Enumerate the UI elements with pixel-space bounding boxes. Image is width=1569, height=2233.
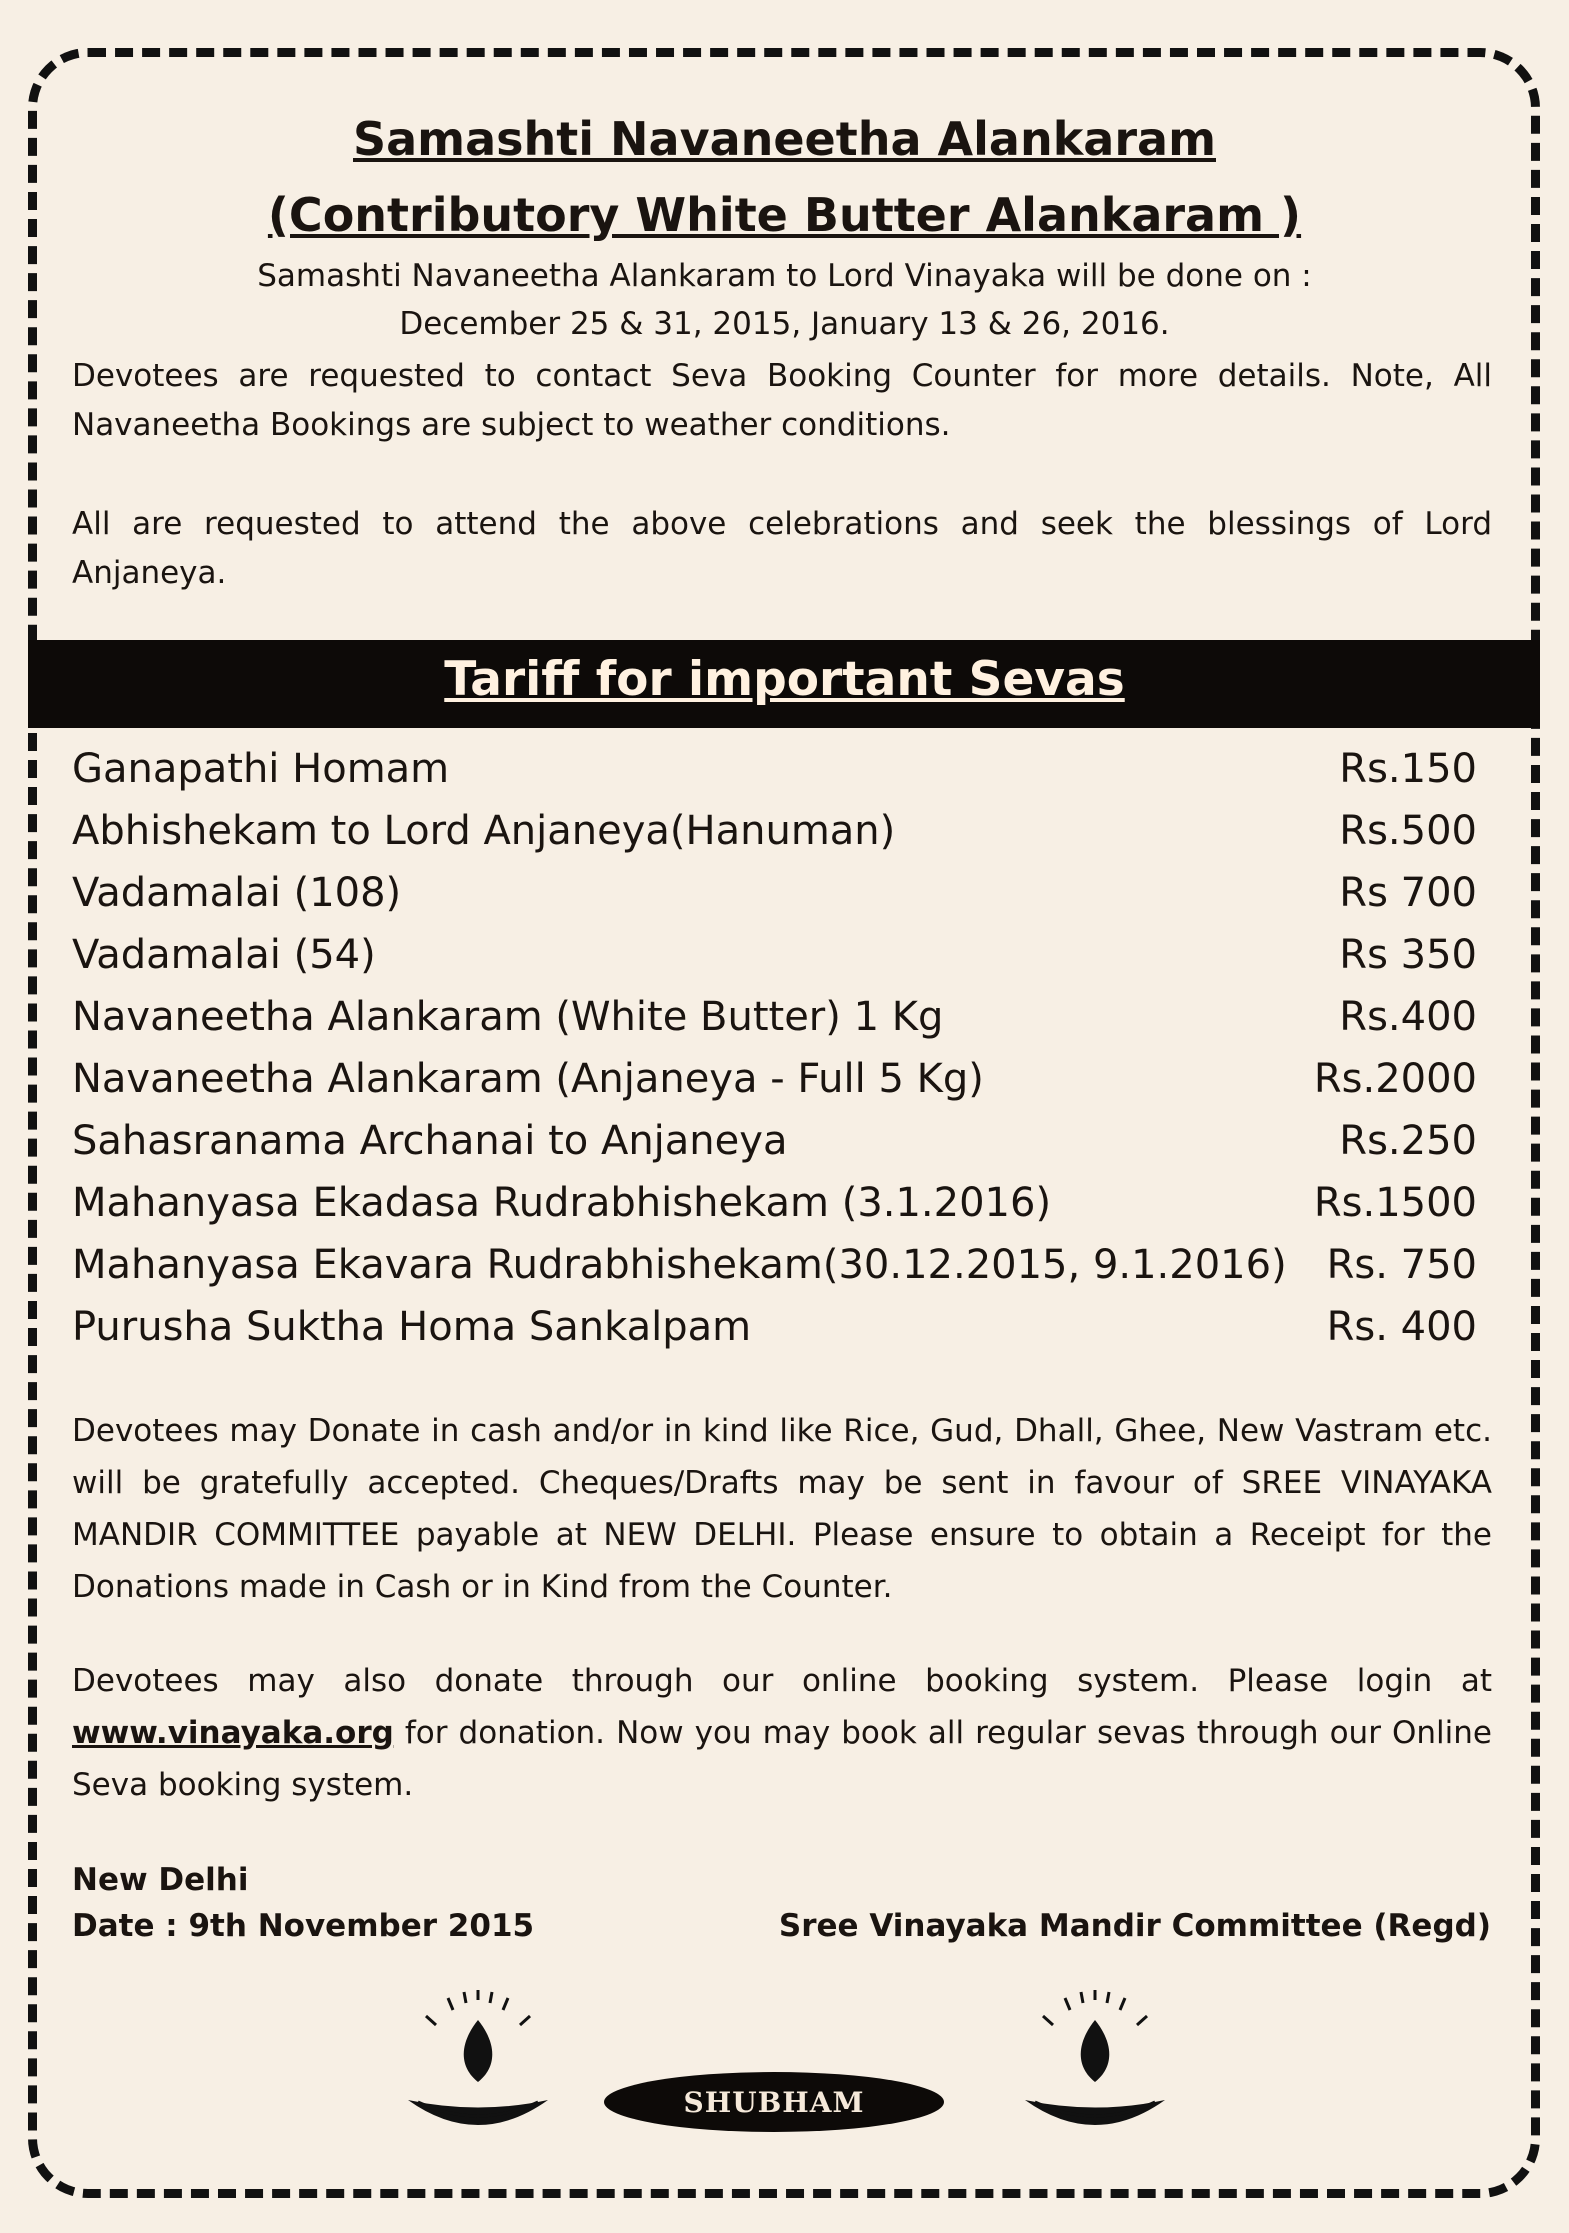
seva-price: Rs.150: [1339, 746, 1477, 792]
shubham-badge: SHUBHAM: [604, 2072, 944, 2132]
seva-price: Rs 700: [1339, 870, 1477, 916]
seva-list: [72, 738, 1477, 1358]
seva-name: Abhishekam to Lord Anjaneya(Hanuman): [72, 808, 896, 854]
seva-price: Rs.400: [1339, 994, 1477, 1040]
schedule-intro: Samashti Navaneetha Alankaram to Lord Vinayaka will be done on :: [257, 258, 1312, 294]
seva-row: [72, 986, 1477, 1048]
seva-name: Purusha Suktha Homa Sankalpam: [72, 1304, 752, 1350]
seva-name: Vadamalai (108): [72, 870, 402, 916]
online-text-before: Devotees may also donate through our online booking system. Please login at: [72, 1663, 1492, 1699]
seva-price: Rs.500: [1339, 808, 1477, 854]
seva-row: [72, 800, 1477, 862]
page-subtitle: (Contributory White Butter Alankaram ): [267, 188, 1302, 242]
seva-row: [72, 1172, 1477, 1234]
seva-row: [72, 1110, 1477, 1172]
seva-price: Rs.250: [1339, 1118, 1477, 1164]
seva-row: [72, 1048, 1477, 1110]
seva-name: Ganapathi Homam: [72, 746, 450, 792]
seva-price: Rs 350: [1339, 932, 1477, 978]
seva-price: Rs.2000: [1313, 1056, 1477, 1102]
attend-note: All are requested to attend the above celebrations and seek the blessings of Lord Anjaneya.: [72, 506, 1492, 591]
seva-row: [72, 738, 1477, 800]
online-text-after: for donation. Now you may book all regular sevas through our Online Seva booking system.: [72, 1715, 1492, 1803]
seva-name: Sahasranama Archanai to Anjaneya: [72, 1118, 788, 1164]
oil-lamp-icon: [1015, 1990, 1175, 2140]
seva-name: Navaneetha Alankaram (White Butter) 1 Kg: [72, 994, 944, 1040]
seva-price: Rs.1500: [1313, 1180, 1477, 1226]
seva-price: Rs. 750: [1326, 1242, 1477, 1288]
place-label: New Delhi: [72, 1862, 249, 1898]
oil-lamp-icon: [398, 1990, 558, 2140]
seva-row: [72, 1296, 1477, 1358]
seva-name: Mahanyasa Ekavara Rudrabhishekam(30.12.2015, 9.1.2016): [72, 1242, 1287, 1288]
seva-name: Navaneetha Alankaram (Anjaneya - Full 5 Kg): [72, 1056, 984, 1102]
page-title: Samashti Navaneetha Alankaram: [353, 112, 1216, 166]
online-donation-note: [72, 1655, 1492, 1811]
signature-label: Sree Vinayaka Mandir Committee (Regd): [778, 1908, 1491, 1944]
seva-name: Vadamalai (54): [72, 932, 376, 978]
seva-price: Rs. 400: [1326, 1304, 1477, 1350]
schedule-dates: December 25 & 31, 2015, January 13 & 26, 2016.: [399, 306, 1170, 342]
contact-note: Devotees are requested to contact Seva Booking Counter for more details. Note, All Navaneetha Bookings are subject to weather conditions.: [72, 358, 1492, 443]
donation-note: Devotees may Donate in cash and/or in kind like Rice, Gud, Dhall, Ghee, New Vastram etc. will be gratefully accepted. Cheques/Drafts may be sent in favour of SREE VINAYAKA MANDIR COMMITTEE payable at NEW DELHI. Please ensure to obtain a Receipt for the Donations made in Cash or in Kind from the Counter.: [72, 1413, 1492, 1605]
seva-name: Mahanyasa Ekadasa Rudrabhishekam (3.1.2016): [72, 1180, 1052, 1226]
website-link[interactable]: www.vinayaka.org: [72, 1715, 394, 1751]
seva-row: [72, 924, 1477, 986]
seva-row: [72, 862, 1477, 924]
seva-row: [72, 1234, 1477, 1296]
tariff-title: Tariff for important Sevas: [444, 652, 1125, 707]
date-label: Date : 9th November 2015: [72, 1908, 535, 1944]
